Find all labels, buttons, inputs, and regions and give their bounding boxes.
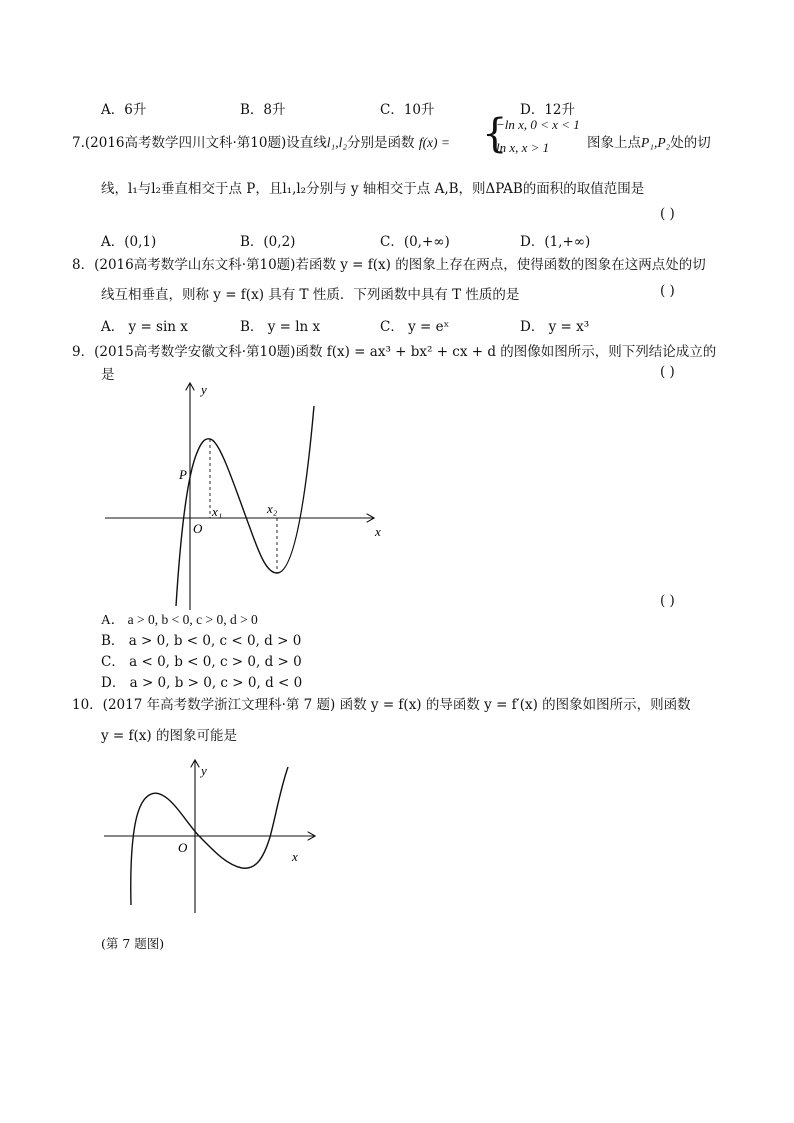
q6-option-c: C．10升 [380, 102, 435, 118]
q8-bracket: ( ) [660, 283, 675, 299]
q9-p-label: P [179, 467, 187, 482]
q9-option-d: D． a > 0, b > 0, c > 0, d < 0 [101, 675, 303, 691]
q7-option-d: D．(1,+∞) [520, 234, 591, 250]
q6-option-b: B．8升 [240, 102, 286, 118]
q9-option-a: A． a > 0, b < 0, c > 0, d > 0 [101, 612, 258, 627]
q7-suffix: 图象上点 [587, 135, 641, 151]
q7-prefix: 7.(2016高考数学四川文科·第10题)设直线 [72, 135, 327, 151]
piecewise-brace: { [482, 111, 508, 157]
q7-func: f(x) = [418, 135, 451, 150]
q10-x-label: x [292, 849, 298, 864]
q7-option-a: A．(0,1) [101, 234, 157, 250]
q9-stem-line1: 9．(2015高考数学安徽文科·第10题)函数 f(x) = ax³ + bx² + cx + d 的图像如图所示，则下列结论成立的 [72, 344, 717, 360]
q10-origin-label: O [178, 840, 188, 855]
q7-option-c: C．(0,+∞) [380, 234, 450, 250]
q9-option-b: B． a > 0, b < 0, c < 0, d > 0 [101, 633, 302, 649]
q8-option-b: B． y = ln x [240, 319, 321, 335]
q10-stem-line1: 10．(2017 年高考数学浙江文理科·第 7 题) 函数 y = f(x) 的导函数 y = f′(x) 的图象如图所示，则函数 [72, 697, 691, 713]
q7-piece2: ln x, x > 1 [496, 140, 550, 155]
q7-stem-line2: 线，l₁与l₂垂直相交于点 P，且l₁,l₂分别与 y 轴相交于点 A,B，则ΔPAB的面积的取值范围是 [101, 181, 645, 197]
q6-option-a: A．6升 [101, 102, 147, 118]
q9-cubic-graph [95, 378, 395, 618]
q9-x2-label: x₂ [267, 501, 278, 516]
q8-option-c: C． y = eˣ [380, 319, 450, 335]
q6-option-d: D．12升 [520, 102, 576, 118]
q7-lines: l₁,l₂ [326, 135, 348, 150]
q7-mid: 分别是函数 [347, 135, 415, 151]
q8-stem-line1: 8．(2016高考数学山东文科·第10题)若函数 y = f(x) 的图象上存在两点，使得函数的图象在这两点处的切 [72, 257, 706, 273]
q8-option-a: A． y = sin x [101, 319, 188, 335]
q9-bracket-2: ( ) [660, 593, 675, 609]
q9-origin-label: O [193, 521, 203, 536]
q7-points: P₁,P₂ [641, 135, 671, 150]
q7-option-b: B．(0,2) [240, 234, 296, 250]
q8-option-d: D． y = x³ [520, 319, 590, 335]
cubic-curve [176, 406, 314, 606]
q9-bracket-1: ( ) [660, 364, 675, 380]
q9-x1-label: x₁ [212, 504, 223, 519]
q7-stem-line1-end [587, 131, 711, 151]
q7-bracket: ( ) [660, 206, 675, 222]
q9-x-label: x [375, 524, 381, 539]
q7-piece1: −ln x, 0 < x < 1 [496, 117, 580, 132]
q10-figure-caption: (第 7 题图) [101, 936, 165, 951]
q9-stem-line2: 是 [101, 367, 115, 383]
q10-derivative-graph [100, 755, 330, 920]
q8-stem-line2: 线互相垂直，则称 y = f(x) 具有 T 性质．下列函数中具有 T 性质的是 [101, 287, 520, 303]
q10-y-label: y [201, 763, 207, 778]
q10-stem-line2: y = f(x) 的图象可能是 [101, 728, 237, 744]
q7-end: 处的切 [670, 135, 711, 151]
q9-y-label: y [201, 382, 207, 397]
q7-stem-line1 [72, 131, 450, 151]
q9-option-c: C． a < 0, b < 0, c > 0, d > 0 [101, 654, 302, 670]
